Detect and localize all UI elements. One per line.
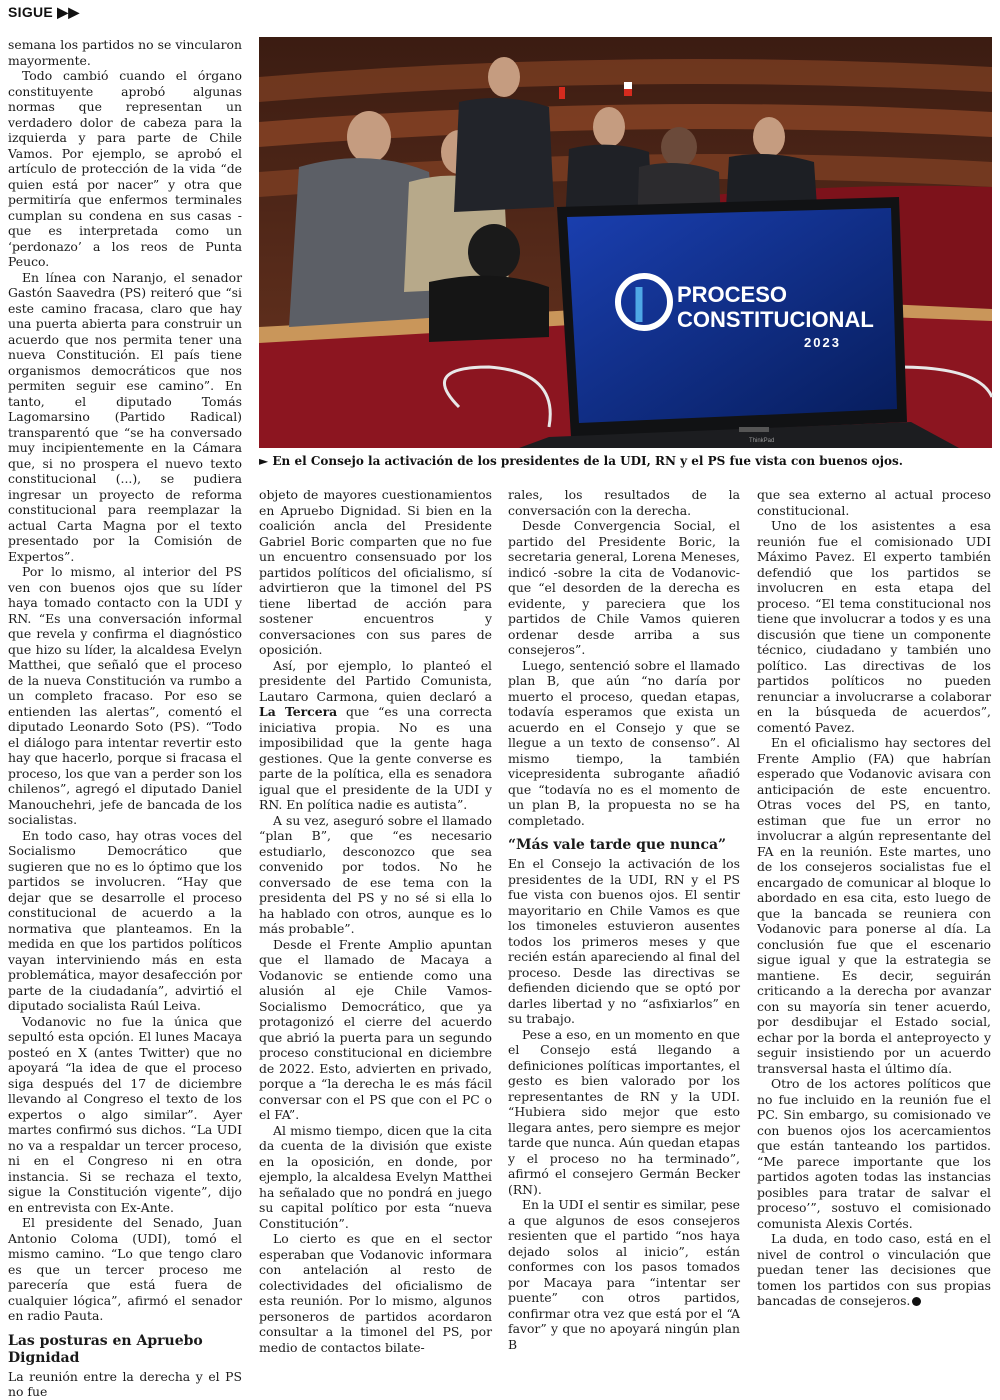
article-photo xyxy=(259,37,992,448)
paragraph: Desde el Frente Amplio apuntan que el llamado de Macaya a Vodanovic se entiende como una alusión al eje Chile Vamos-Socialismo Democrático, que ya protagonizó el cierre del acuerdo que abrió la puerta para un segundo proceso constitucional en diciembre de 2022. Esto, advierten en privado, porque a “la derecha le es más fácil conversar con el PS que con el PC o el FA”. xyxy=(259,936,492,1122)
screen-title-line1: PROCESO xyxy=(677,282,788,307)
paragraph: Desde Convergencia Social, el partido del Presidente Boric, la secretaria general, Lorena Meneses, indicó -sobre la cita de Vodanovic- que “el desorden de la derecha es evidente, y pareciera que los partidos de Chile Vamos quieren ordenar desde arriba a sus consejeros”. xyxy=(508,518,740,657)
paragraph: Otro de los actores políticos que no fue incluido en la reunión fue el PC. Sin embargo, su comisionado ve con buenos ojos los acercamientos que están tanteando los partidos. “Me parece importante que los partidos agoten todas las instancias posibles para tratar de salvar el proceso’”, sostuvo el comisionado comunista Alexis Cortés. xyxy=(757,1076,991,1231)
paragraph: Al mismo tiempo, dicen que la cita da cuenta de la división que existe en la oposición, en donde, por ejemplo, la alcaldesa Evelyn Matthei ha señalado que no pondrá en juego su capital político por esta “nueva Constitución”. xyxy=(259,1122,492,1231)
article-column-1 xyxy=(8,37,242,1399)
text-run: que “es una correcta iniciativa propia. No es una imposibilidad que la gente haga gestiones. Que la gente converse es parte de la política, ella es senadora igual que el presidente de la UDI y RN. En política nadie es autista”. xyxy=(259,704,493,812)
paragraph: semana los partidos no se vincularon mayormente. xyxy=(8,37,242,68)
paragraph: En el oficialismo hay sectores del Frente Amplio (FA) que habrían esperado que Vodanovic avisara con anticipación de este encuentro. Otras voces del PS, en tanto, estiman que fue un error no involucrar a algún representante del FA en la reunión. Este martes, uno de los consejeros socialistas fue el encargado de comunicar al bloque lo abordado en esa cita, esto luego de que la bancada se reuniera con Vodanovic para ponerse al día. La conclusión fue que el escenario sigue igual y que la estrategia se mantiene. Es decir, seguirán criticando a la derecha por avanzar con su mayoría sin tener acuerdo, por desdibujar el Estado social, echar por la borda el anteproyecto y seguir insistiendo por un acuerdo transversal hasta el último día. xyxy=(757,735,991,1076)
article-column-3 xyxy=(508,487,740,1352)
paragraph: rales, los resultados de la conversación con la derecha. xyxy=(508,487,740,518)
section-header: SIGUE ▶▶ xyxy=(8,4,80,20)
screen-year: 2023 xyxy=(804,335,841,350)
article-column-2 xyxy=(259,487,493,1355)
article-column-4 xyxy=(757,487,991,1308)
paragraph: Pese a eso, en un momento en que el Consejo está llegando a definiciones políticas importantes, el gesto es bien valorado por los representantes de RN y la UDI. “Hubiera sido mejor que esto llegara antes, pero siempre es mejor tarde que nunca. Aún quedan etapas y el proceso no ha terminado”, afirmó el consejero Germán Becker (RN). xyxy=(508,1026,740,1197)
paragraph: En la UDI el sentir es similar, pese a que algunos de esos consejeros resienten que el partido “nos haya dejado solos al inicio”, están conformes con los pasos tomados por Macaya para “intentar ser puente” con otros partidos, confirmar otra vez que está por el “A favor” y que no apoyará ningún plan B xyxy=(508,1197,740,1352)
paragraph xyxy=(757,1231,991,1309)
paragraph: objeto de mayores cuestionamientos en Apruebo Dignidad. Si bien en la coalición ancla del Presidente Gabriel Boric comparten que no fue un encuentro consensuado por los partidos políticos del oficialismo, sí advirtieron que la timonel del PS tiene libertad de acción para sostener encuentros y conversaciones con sus pares de oposición. xyxy=(259,487,492,657)
subheading: Las posturas en Apruebo Dignidad xyxy=(8,1332,203,1366)
paragraph: En el Consejo la activación de los presidentes de la UDI, RN y el PS fue vista con buenos ojos. El sentir mayoritario en Chile Vamos es que los timoneles estuvieron ausentes todos los primeros meses y que recién están apareciendo al final del proceso. Desde las directivas se defienden diciendo que se optó por darles libertad y no “asfixiarlos” en su trabajo. xyxy=(508,856,740,1026)
paragraph: A su vez, aseguró sobre el llamado “plan B”, que “es necesario estudiarlo, desconozco que sea convenido por todos. No he conversado de ese tema con la presidenta del PS y no sé si ella lo ha hablado con otros, aunque es lo más probable”. xyxy=(259,812,492,936)
screen-title-line2: CONSTITUCIONAL xyxy=(677,307,874,332)
paragraph: Por lo mismo, al interior del PS ven con buenos ojos que su líder haya tomado contacto con la UDI y RN. “Es una conversación informal que revela y confirma el diagnóstico que hizo su líder, la alcaldesa Evelyn Matthei, que señaló que el proceso de la nueva Constitución va rumbo a un completo fracaso. Por eso se entienden las alertas”, comentó el diputado Leonardo Soto (PS). “Todo el diálogo para intentar revertir esto hay que hacerlo, porque si fracasa el proceso, los que van a perder son los chilenos”, agregó el diputado Daniel Manouchehri, jefe de bancada de los socialistas. xyxy=(8,564,242,827)
paragraph: Uno de los asistentes a esa reunión fue el comisionado UDI Máximo Pavez. El experto también defendió que los partidos se involucren en esta etapa del proceso. “El tema constitucional nos tiene que involucrar a todos y es una discusión que tiene un componente técnico, ciudadano y también uno político. Las directivas de los partidos políticos no pueden renunciar a involucrarse a colaborar en la búsqueda de acuerdos”, comentó Pavez. xyxy=(757,518,991,735)
text-run: La duda, en todo caso, está en el nivel de control o vinculación que puedan tener las decisiones que tomen los partidos con sus propias bancadas de consejeros. xyxy=(757,1231,991,1308)
paragraph xyxy=(259,658,492,813)
paragraph: En todo caso, hay otras voces del Socialismo Democrático que sugieren que no es lo óptimo que los partidos se involucren. “Hay que dejar que se desarrolle el proceso constitucional de acuerdo a la normativa que planteamos. En la medida en que los partidos políticos vayan interviniendo más en esta problemática, mayor desafección por parte de la ciudadanía”, advirtió el diputado socialista Raúl Leiva. xyxy=(8,827,242,1013)
paragraph: que sea externo al actual proceso constitucional. xyxy=(757,487,991,518)
subheading: “Más vale tarde que nunca” xyxy=(508,837,727,853)
laptop-brand: ThinkPad xyxy=(749,438,775,444)
end-mark-icon xyxy=(912,1297,921,1306)
paragraph: Lo cierto es que en el sector esperaban que Vodanovic informara con antelación al resto de colectividades del oficialismo de esta reunión. Por lo mismo, algunos personeros de partidos acordaron consultar a la timonel del PS, por medio de contactos bilate- xyxy=(259,1231,492,1355)
paragraph: El presidente del Senado, Juan Antonio Coloma (UDI), tomó el mismo camino. “Lo que tengo claro es que un tercer proceso me parecería que está fuera de cualquier lógica”, afirmó el senador en radio Pauta. xyxy=(8,1215,242,1323)
text-run: Así, por ejemplo, lo planteó el presidente del Partido Comunista, Lautaro Carmona, quien declaró a xyxy=(259,657,492,704)
photo-illustration xyxy=(259,37,992,448)
photo-caption: ► En el Consejo la activación de los presidentes de la UDI, RN y el PS fue vista con buenos ojos. xyxy=(259,454,903,468)
paragraph: Todo cambió cuando el órgano constituyente aprobó algunas normas que representan un verdadero dolor de cabeza para la izquierda y para parte de Chile Vamos. Por ejemplo, se aprobó el artículo de protección de la vida “de quien está por nacer” y otra que permitiría que enfermos terminales cumplan su condena en sus casas -que es interpretada como un ‘perdonazo’ a los reos de Punta Peuco. xyxy=(8,68,242,269)
paragraph: En línea con Naranjo, el senador Gastón Saavedra (PS) reiteró que “si este camino fracasa, claro que hay una puerta abierta para construir un acuerdo que nos permita tener una nueva Constitución. El país tiene organismos democráticos que nos permiten seguir ese camino”. En tanto, el diputado Tomás Lagomarsino (Partido Radical) transparentó que “se ha conversado muy incipientemente en la Cámara que, si no prospera el nuevo texto constitucional (...), se pudiera ingresar un proyecto de reforma constitucional para reemplazar la actual Carta Magna por el texto presentado por la Comisión de Expertos”. xyxy=(8,269,242,564)
paragraph: Luego, sentenció sobre el llamado plan B, que aún “no daría por muerto el proceso, quedan etapas, todavía esperamos que exista un acuerdo en el Consejo y que se llegue a un texto de consenso”. Al mismo tiempo, la también vicepresidenta subrogante añadió que “todavía no es el momento de un plan B, la propuesta no se ha completado. xyxy=(508,657,740,828)
paragraph: Vodanovic no fue la única que sepultó esta opción. El lunes Macaya posteó en X (antes Twitter) que no apoyará “la idea de que el proceso siga después del 17 de diciembre llevando al Congreso el texto de los expertos o algo similar”. Ayer martes confirmó sus dichos. “La UDI no va a respaldar un tercer proceso, ni en el Congreso ni en otra instancia. Si se rechaza el texto, sigue la Constitución vigente”, dijo en entrevista con Ex-Ante. xyxy=(8,1013,242,1215)
paragraph: La reunión entre la derecha y el PS no fue xyxy=(8,1368,242,1399)
publication-name: La Tercera xyxy=(259,704,338,719)
